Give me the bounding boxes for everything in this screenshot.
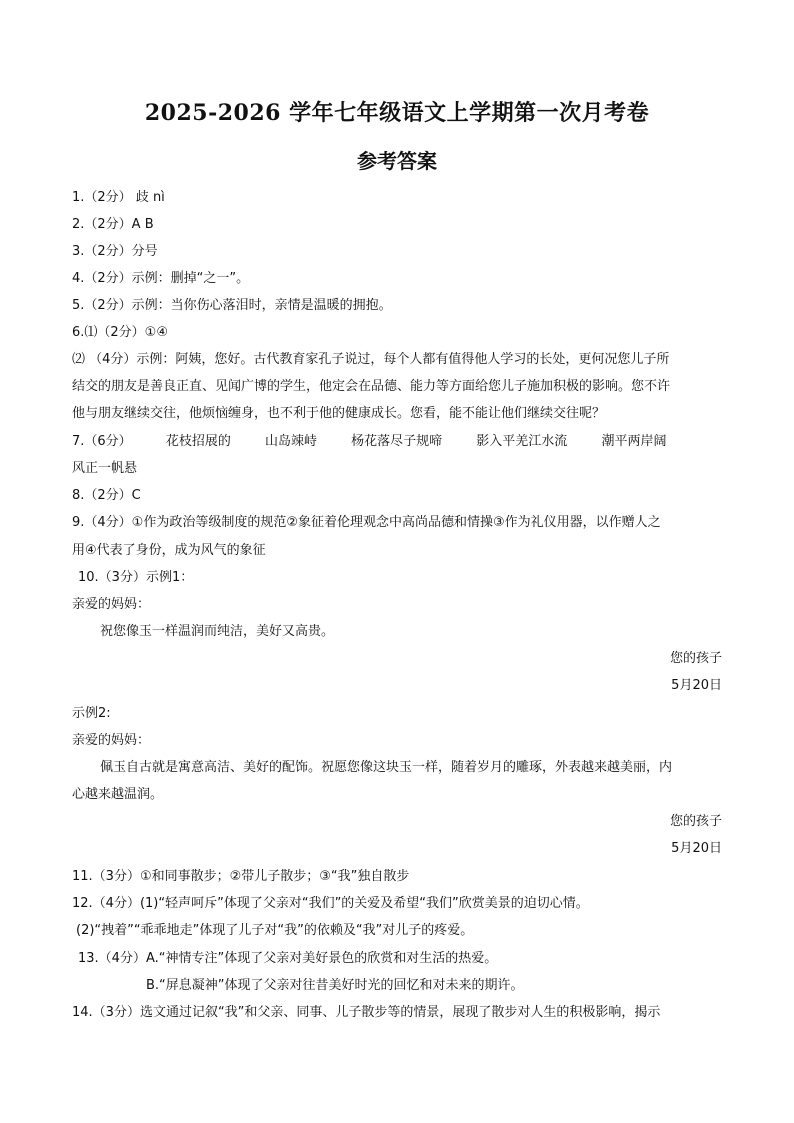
answer-q14: 14.（3分）选文通过记叙“我”和父亲、同事、儿子散步等的情景，展现了散步对人生的积极影响，揭示 bbox=[72, 1005, 661, 1020]
example1-signature: 您的孩子 bbox=[669, 651, 722, 666]
answer-q7-continued: 风正一帆悬 bbox=[72, 461, 138, 476]
example2-signature: 您的孩子 bbox=[669, 814, 722, 829]
answer-q7-blank-4: 影入平羌江水流 bbox=[476, 434, 568, 449]
answer-q7-blank-2: 山岛竦峙 bbox=[264, 434, 317, 449]
answer-q6b-line2: 结交的朋友是善良正直、见闻广博的学生，他定会在品德、能力等方面给您儿子施加积极的影响。您不许 bbox=[72, 379, 671, 394]
example2-body-line2: 心越来越温润。 bbox=[72, 787, 164, 802]
page-subtitle: 参考答案 bbox=[357, 149, 437, 173]
answer-q2: 2.（2分）A B bbox=[72, 217, 154, 232]
example2-label: 示例2: bbox=[72, 706, 111, 721]
answer-q9-line2: 用④代表了身份，成为风气的象征 bbox=[72, 543, 266, 558]
answer-q4: 4.（2分）示例：删掉“之一”。 bbox=[72, 271, 250, 286]
example1-greeting: 亲爱的妈妈： bbox=[72, 597, 151, 612]
answer-q6a: 6.⑴（2分）①④ bbox=[72, 325, 168, 340]
answer-q7-label: 7.（6分） bbox=[72, 434, 132, 449]
example2-date: 5月20日 bbox=[671, 841, 722, 856]
answer-q10: 10.（3分）示例1： bbox=[78, 570, 194, 585]
answer-q11: 11.（3分）①和同事散步；②带儿子散步；③“我”独自散步 bbox=[72, 869, 410, 884]
example2-body-line1: 佩玉自古就是寓意高洁、美好的配饰。祝愿您像这块玉一样，随着岁月的雕琢，外表越来越美丽，内 bbox=[100, 760, 673, 775]
answer-q1: 1.（2分） 歧 nì bbox=[72, 190, 165, 205]
example1-date: 5月20日 bbox=[671, 678, 722, 693]
answer-q7 bbox=[72, 433, 722, 451]
answer-q7-blank-5: 潮平两岸阔 bbox=[601, 434, 667, 449]
example1-body: 祝您像玉一样温润而纯洁，美好又高贵。 bbox=[100, 624, 335, 639]
answer-q12-line2: (2)“拽着”“乖乖地走”体现了儿子对“我”的依赖及“我”对儿子的疼爱。 bbox=[76, 923, 474, 938]
answer-q6b-line1: ⑵ （4分）示例：阿姨，您好。古代教育家孔子说过，每个人都有值得他人学习的长处，更何况您儿子所 bbox=[72, 352, 670, 367]
answer-q8: 8.（2分）C bbox=[72, 488, 141, 503]
answer-q13-line1: 13.（4分）A.“神情专注”体现了父亲对美好景色的欣赏和对生活的热爱。 bbox=[78, 951, 498, 966]
answer-q6b-line3: 他与朋友继续交往，他烦恼缠身，也不利于他的健康成长。您看，能不能让他们继续交往呢？ bbox=[72, 406, 606, 421]
answer-q7-blank-3: 杨花落尽子规啼 bbox=[351, 434, 443, 449]
answer-q3: 3.（2分）分号 bbox=[72, 244, 158, 259]
answer-q5: 5.（2分）示例：当你伤心落泪时，亲情是温暖的拥抱。 bbox=[72, 298, 392, 313]
page-title: 2025-2026 学年七年级语文上学期第一次月考卷 bbox=[144, 100, 650, 126]
answer-q9-line1: 9.（4分）①作为政治等级制度的规范②象征着伦理观念中高尚品德和情操③作为礼仪用器，以作赠人之 bbox=[72, 515, 661, 530]
answer-q12-line1: 12.（4分）(1)“轻声呵斥”体现了父亲对“我们”的关爱及希望“我们”欣赏美景的迫切心情。 bbox=[72, 896, 589, 911]
example2-greeting: 亲爱的妈妈： bbox=[72, 733, 151, 748]
answer-q13-line2: B.“屏息凝神”体现了父亲对往昔美好时光的回忆和对未来的期许。 bbox=[146, 978, 524, 993]
answer-q7-blank-1: 花枝招展的 bbox=[165, 434, 231, 449]
